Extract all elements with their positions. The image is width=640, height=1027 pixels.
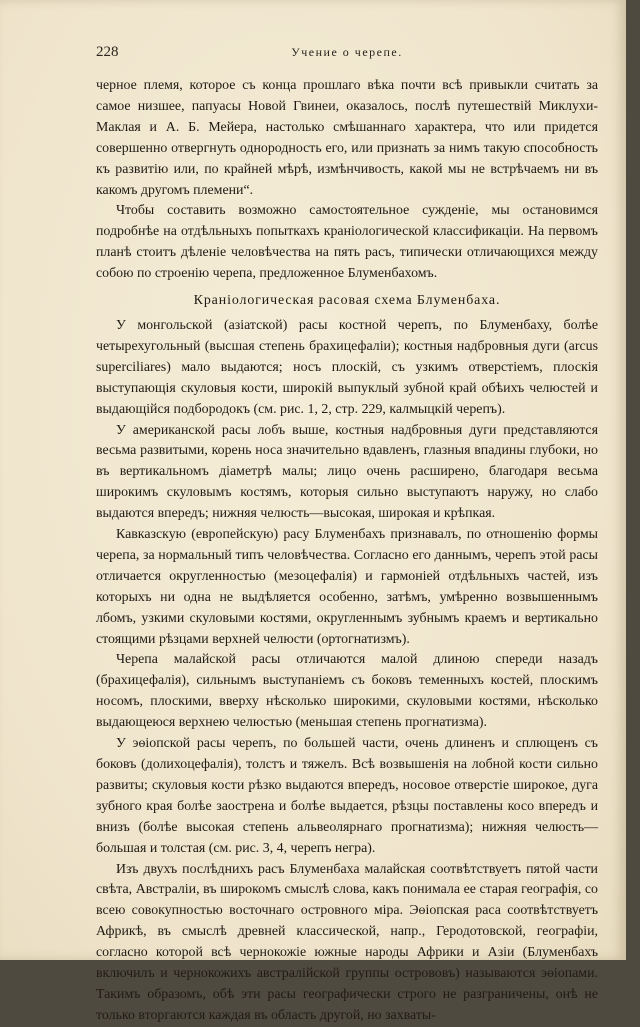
section-heading: Краніологическая расовая схема Блуменбаха. xyxy=(193,293,501,309)
paragraph-geography: Изъ двухъ послѣднихъ расъ Блуменбаха малайская соотвѣтствуетъ пятой части свѣта, Австраліи, въ широкомъ смыслѣ слова, какъ понимала ее старая географія, со всею совокупностью восточнаго островного міра. Эѳіопская раса соотвѣтствуетъ Африкѣ, въ смыслѣ древней классической, напр., Геродотовской, географіи, согласно которой всѣ чернокожіе южные народы Африки и Азіи (Блуменбахъ включилъ и чернокожихъ австралійской группы острововъ) называются эѳіопами. Такимъ образомъ, обѣ эти расы географически строго не разграничены, онѣ не только вторгаются каждая въ область другой, но захваты- xyxy=(96,861,598,1023)
page-number: 228 xyxy=(96,44,119,60)
paragraph-caucasian-race: Кавказскую (европейскую) расу Блуменбахъ признавалъ, по отношенію формы черепа, за нормальный типъ человѣчества. Согласно его даннымъ, черепъ этой расы отличается округленностью (мезоцефалія) и гармоніей отдѣльныхъ частей, изъ которыхъ ни одна не выдѣляется особенно, затѣмъ, умѣренно возвышеннымъ лбомъ, узкими скуловыми костями, округленнымъ зубнымъ краемъ и вертикально стоящими рѣзцами верхней челюсти (ортогнатизмъ). xyxy=(96,527,598,647)
page-body xyxy=(96,76,598,1027)
paragraph-continuation: черное племя, которое съ конца прошлаго вѣка почти всѣ привыкли считать за самое низшее, папуасы Новой Гвинеи, оказалось, послѣ путешествій Миклухи-Маклая и А. Б. Мейера, настолько смѣшаннаго характера, что или придется совершенно отвергнуть однородность его, или признать за нимъ такую способность къ развитію или, по крайней мѣрѣ, измѣнчивость, какой мы не встрѣчаемъ ни въ какомъ другомъ племени“. xyxy=(96,78,598,198)
running-title: Учение о черепе. xyxy=(291,45,403,59)
paragraph-intro: Чтобы составить возможно самостоятельное сужденіе, мы остановимся подробнѣе на отдѣльныхъ попыткахъ краніологической классификаціи. На первомъ планѣ стоитъ дѣленіе человѣчества на пять расъ, типически отличающихся между собою по строенію черепа, предложенное Блуменбахомъ. xyxy=(96,203,598,282)
paragraph-american-race: У американской расы лобъ выше, костныя надбровныя дуги представляются весьма развитыми, корень носа значительно вдавленъ, глазныя впадины глубоки, но въ вертикальномъ діаметрѣ малы; лицо очень расширено, благодаря весьма широкимъ скуловымъ костямъ, которыя сильно выступаютъ наружу, но слабо выдаются впередъ; нижняя челюсть—высокая, широкая и крѣпкая. xyxy=(96,422,598,522)
paragraph-mongol-race: У монгольской (азіатской) расы костной черепъ, по Блуменбаху, болѣе четырехугольный (высшая степень брахицефаліи); костныя надбровныя дуги (arcus supercilіares) мало выдаются; носъ плоскій, съ узкимъ отверстіемъ, плоскія выступающія скуловыя кости, широкій выпуклый зубной край обѣихъ челюстей и выдающійся подбородокъ (см. рис. 1, 2, стр. 229, калмыцкій черепъ). xyxy=(96,317,598,417)
paragraph-malay-race: Черепа малайской расы отличаются малой длиною спереди назадъ (брахицефалія), сильнымъ выступаніемъ съ боковъ теменныхъ костей, плоскимъ носомъ, плоскими, вверху нѣсколько широкими, скуловыми костями, нѣсколько выдающеюся верхнею челюстью (меньшая степень прогнатизма). xyxy=(96,652,598,731)
paragraph-ethiopian-race: У эѳіопской расы черепъ, по большей части, очень длиненъ и сплющенъ съ боковъ (долихоцефалія), толстъ и тяжелъ. Всѣ возвышенія на лобной кости сильно развиты; скуловыя кости рѣзко выдаются впередъ, носовое отверстіе широкое, дуга зубного края болѣе заострена и болѣе выдается, рѣзцы поставлены косо впередъ и внизъ (болѣе высокая степень альвеолярнаго прогнатизма); нижняя челюсть—большая и толстая (см. рис. 3, 4, черепъ негра). xyxy=(96,736,598,856)
page-header xyxy=(96,44,598,64)
